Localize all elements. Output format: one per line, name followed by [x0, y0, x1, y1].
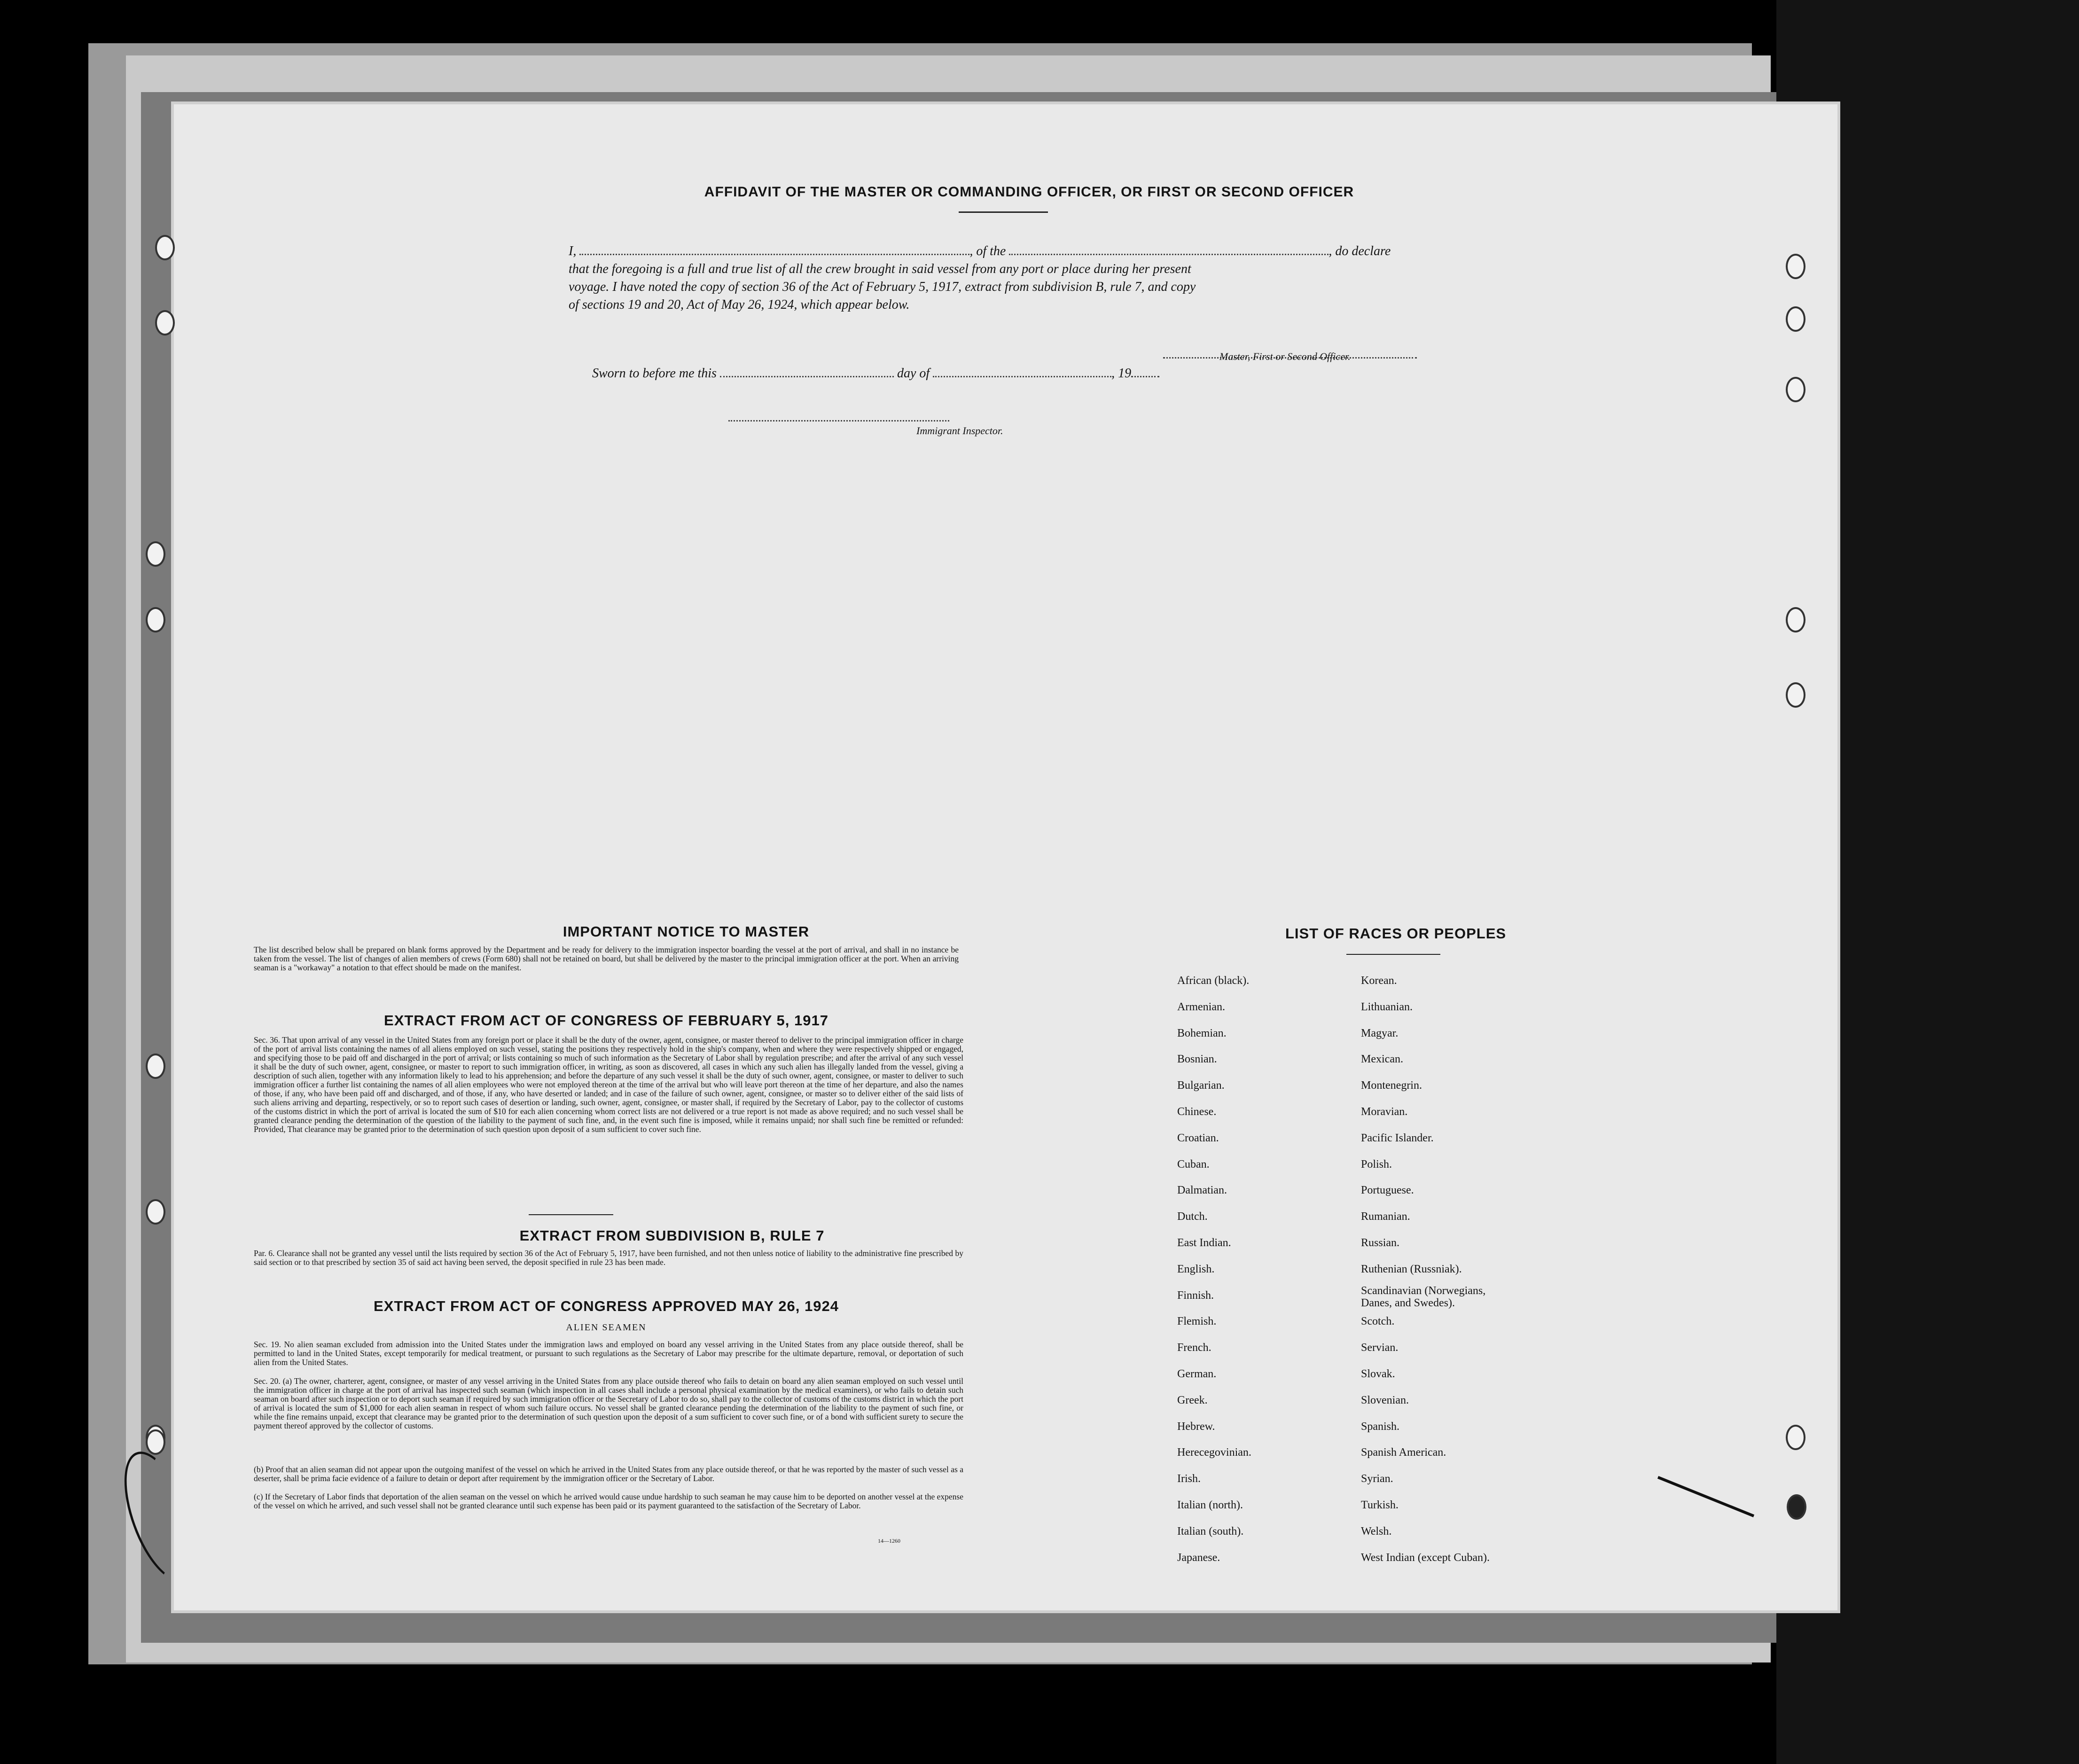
race-item: Welsh. [1361, 1525, 1392, 1538]
race-item: Chinese. [1177, 1105, 1217, 1118]
sworn-line: Sworn to before me this day of , 19 [592, 364, 1532, 382]
race-item: Spanish. [1361, 1420, 1400, 1433]
race-item: Dutch. [1177, 1210, 1208, 1223]
race-item: Finnish. [1177, 1289, 1214, 1302]
race-item: Scandinavian (Norwegians, Danes, and Swedes). [1361, 1284, 1486, 1309]
master-caption: Master, First or Second Officer. [1219, 351, 1351, 362]
sworn-month-field[interactable] [933, 364, 1111, 377]
race-item: Russian. [1361, 1236, 1400, 1249]
document-page [174, 104, 1837, 1610]
affidavit-line2: that the foregoing is a full and true list of all the crew brought in said vessel from any port or place during her present [569, 262, 1191, 276]
extract-1924-sec19: Sec. 19. No alien seaman excluded from admission into the United States under the immigration laws and employed on board any vessel arriving in the United States from any place outside thereof, shall be permitted to land in the United States, except temporarily for medical treatment, or pursuant to such regulations as the Secretary of Labor may prescribe for the ultimate departure, removal, or deportation of such alien from the United States. [254, 1340, 963, 1367]
punch-hole [1786, 306, 1805, 332]
race-item: Cuban. [1177, 1158, 1210, 1171]
race-item: Rumanian. [1361, 1210, 1410, 1223]
race-item: Greek. [1177, 1394, 1208, 1406]
affidavit-line3: voyage. I have noted the copy of section 36 of the Act of February 5, 1917, extract from subdivision B, rule 7, and copy [569, 280, 1196, 294]
races-right-column [1361, 968, 1516, 1571]
races-left-column [1177, 968, 1251, 1571]
race-item: German. [1177, 1367, 1217, 1380]
race-item: Moravian. [1361, 1105, 1408, 1118]
punch-hole [1786, 377, 1805, 402]
race-item: Bulgarian. [1177, 1079, 1225, 1092]
race-item: English. [1177, 1263, 1215, 1275]
race-item: Slovak. [1361, 1367, 1395, 1380]
sworn-day-field[interactable] [720, 364, 894, 377]
punch-hole [1786, 607, 1805, 632]
race-item: Flemish. [1177, 1315, 1217, 1328]
race-item: Mexican. [1361, 1053, 1403, 1066]
form-number: 14—1260 [878, 1538, 900, 1544]
race-item: West Indian (except Cuban). [1361, 1551, 1490, 1564]
race-item: Slovenian. [1361, 1394, 1409, 1406]
affidavit-line1: I, , of the , do declare [569, 242, 1635, 260]
race-item: East Indian. [1177, 1236, 1231, 1249]
race-item: Lithuanian. [1361, 1000, 1413, 1013]
punch-hole [146, 1054, 165, 1079]
race-item: Japanese. [1177, 1551, 1220, 1564]
affidavit-statement [569, 242, 1635, 314]
race-item: Dalmatian. [1177, 1184, 1227, 1197]
race-item: Armenian. [1177, 1000, 1225, 1013]
punch-hole [146, 541, 165, 567]
race-item: Montenegrin. [1361, 1079, 1422, 1092]
inspector-caption: Immigrant Inspector. [916, 425, 1003, 437]
punch-hole [1786, 682, 1805, 708]
subdivision-text: Par. 6. Clearance shall not be granted any vessel until the lists required by section 36 of the Act of February 5, 1917, have been furnished, and not then unless notice of liability to the administrative fine prescribed by said section or to that prescribed by section 35 of said act having been served, the deposit specified in rule 23 has been made. [254, 1249, 963, 1267]
extract-1917-title: EXTRACT FROM ACT OF CONGRESS OF FEBRUARY 5, 1917 [384, 1012, 828, 1029]
extract-1924-title: EXTRACT FROM ACT OF CONGRESS APPROVED MAY 26, 1924 [374, 1298, 839, 1314]
race-item: Portuguese. [1361, 1184, 1414, 1197]
race-item: Korean. [1361, 975, 1397, 987]
section-rule [529, 1214, 613, 1215]
race-item: Herecegovinian. [1177, 1446, 1251, 1459]
punch-hole [155, 235, 175, 260]
vessel-field[interactable] [1009, 242, 1329, 255]
race-item: Servian. [1361, 1342, 1399, 1354]
extract-1924-sec20: Sec. 20. (a) The owner, charterer, agent, consignee, or master of any vessel arriving in the United States from any place outside thereof who fails to detain on board any alien seaman employed on such vessel until the immigration officer in charge at the port of arrival has inspected such seaman (which inspection in all cases shall include a personal physical examination by the medical examiners), or who fails to detain such seaman on board after such inspection or to deport such seaman if required by such immigration officer or the Secretary of Labor to do so, shall pay to the collector of customs of the customs district in which the port of arrival is located the sum of $1,000 for each alien seaman in respect of whom such failure occurs. No vessel shall be granted clearance pending the determination of the liability to the payment of such fine, or while the fine remains unpaid, except that clearance may be granted prior to the determination of such question upon the deposit of a sum sufficient to cover such fine, or of a bond with sufficient surety to secure the payment thereof approved by the collector of customs. [254, 1376, 963, 1430]
subdivision-title: EXTRACT FROM SUBDIVISION B, RULE 7 [519, 1227, 825, 1244]
race-item: Polish. [1361, 1158, 1392, 1171]
race-item: Bosnian. [1177, 1053, 1217, 1066]
affidavit-title: AFFIDAVIT OF THE MASTER OR COMMANDING OFFICER, OR FIRST OR SECOND OFFICER [704, 184, 1354, 200]
punch-hole [1786, 254, 1805, 279]
extract-1924-sec20b: (b) Proof that an alien seaman did not appear upon the outgoing manifest of the vessel on which he arrived in the United States from any place outside thereof, or that he was reported by the master of such vessel as a deserter, shall be prima facie evidence of a failure to detain or deport after requirement by the immigration officer or the Secretary of Labor. [254, 1465, 963, 1483]
race-item: Turkish. [1361, 1499, 1399, 1511]
punch-hole [146, 607, 165, 632]
race-item: Magyar. [1361, 1027, 1399, 1039]
race-item: Hebrew. [1177, 1420, 1215, 1433]
inspector-signature-line[interactable] [728, 408, 949, 421]
race-item: French. [1177, 1342, 1211, 1354]
races-title: LIST OF RACES OR PEOPLES [1285, 925, 1507, 942]
race-item: Croatian. [1177, 1132, 1219, 1144]
race-item: Pacific Islander. [1361, 1132, 1434, 1144]
punch-hole [1786, 1425, 1805, 1450]
notice-title: IMPORTANT NOTICE TO MASTER [563, 923, 810, 940]
punch-hole [146, 1429, 165, 1455]
name-field[interactable] [579, 242, 969, 255]
race-item: Bohemian. [1177, 1027, 1227, 1039]
extract-1924-sec20c: (c) If the Secretary of Labor finds that deportation of the alien seaman on the vessel on which he arrived would cause undue hardship to such seaman he may cause him to be deported on another vessel at the expense of the vessel on which he arrived, and such vessel shall not be granted clearance until such expense has been paid or its payment guaranteed to the satisfaction of the Secretary of Labor. [254, 1492, 963, 1510]
race-item: Italian (north). [1177, 1499, 1243, 1511]
races-rule [1346, 954, 1440, 955]
race-item: African (black). [1177, 975, 1250, 987]
race-item: Irish. [1177, 1473, 1201, 1485]
race-item: Ruthenian (Russniak). [1361, 1263, 1462, 1275]
race-item: Scotch. [1361, 1315, 1395, 1328]
race-item: Spanish American. [1361, 1446, 1446, 1459]
race-item: Syrian. [1361, 1473, 1393, 1485]
sworn-year-field[interactable] [1131, 364, 1159, 377]
punch-hole [146, 1199, 165, 1225]
punch-hole [1787, 1494, 1806, 1520]
title-rule [959, 211, 1048, 213]
punch-hole [155, 310, 175, 336]
handwritten-stroke [1657, 1476, 1754, 1517]
alien-seamen-subtitle: ALIEN SEAMEN [566, 1322, 647, 1333]
notice-text: The list described below shall be prepared on blank forms approved by the Department and be ready for delivery to the immigration inspector boarding the vessel at the port of arrival, and shall in no instance be taken from the vessel. The list of changes of alien members of crews (Form 680) shall not be retained on board, but shall be delivered by the master to the principal immigration officer at the port. When an arriving seaman is a "workaway" a notation to that effect should be made on the manifest. [254, 945, 959, 972]
extract-1917-text: Sec. 36. That upon arrival of any vessel in the United States from any foreign port or place it shall be the duty of the owner, agent, consignee, or master thereof to deliver to the principal immigration officer in charge of the port of arrival lists containing the names of all aliens employed on such vessel, stating the positions they respectively hold in the ship's company, when and where they were respectively shipped or engaged, and specifying those to be paid off and discharged in the port of arrival; or lists containing so much of such information as the Secretary of Labor shall by regulation prescribe; and after the arrival of any such vessel it shall be the duty of such owner, agent, consignee, or master to report to such immigration officer, in writing, as soon as discovered, all cases in which any such alien has illegally landed from the vessel, giving a description of such alien, together with any information likely to lead to his apprehension; and before the departure of any such vessel it shall be the duty of such owner, agent, consignee, or master to deliver to such immigration officer a further list containing the names of all alien employees who were not employed thereon at the time of the arrival but who will leave port thereon at the time of her departure, and also the names of those, if any, who have been paid off and discharged, and of those, if any, who have deserted or landed; and in case of the failure of such owner, agent, consignee, or master so to deliver either of the said lists of such aliens arriving and departing, respectively, or so to report such cases of desertion or landing, such owner, agent, consignee, or master shall, if required by the Secretary of Labor, pay to the collector of customs of the customs district in which the port of arrival is located the sum of $10 for each alien concerning whom correct lists are not delivered or a true report is not made as above required; and no such vessel shall be granted clearance pending the determination of the question of the liability to the payment of such fine, and, in the event such fine is imposed, while it remains unpaid; nor shall such fine be remitted or refunded: Provided, That clearance may be granted prior to the determination of such question upon deposit of a sum sufficient to cover such fine. [254, 1035, 963, 1134]
affidavit-line4: of sections 19 and 20, Act of May 26, 1924, which appear below. [569, 297, 910, 312]
race-item: Italian (south). [1177, 1525, 1244, 1538]
